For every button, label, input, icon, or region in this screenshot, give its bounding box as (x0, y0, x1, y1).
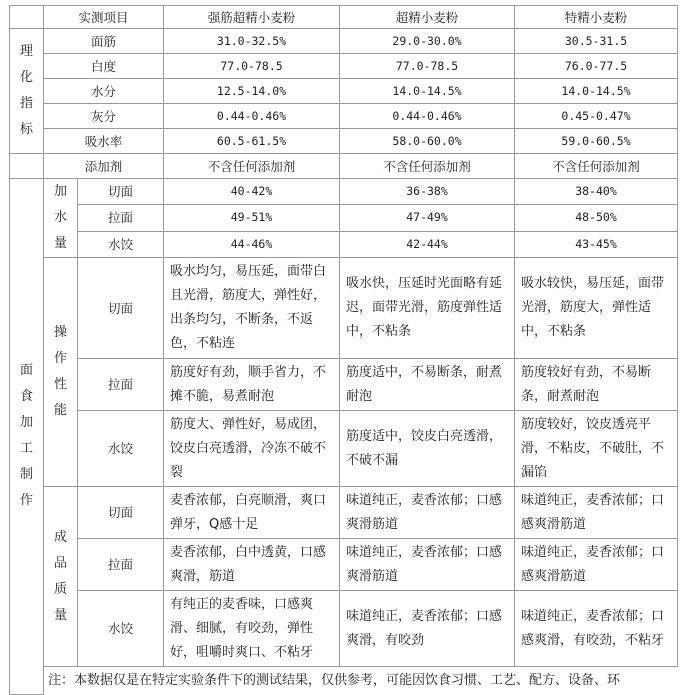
row-label: 切面 (78, 179, 164, 205)
section-physchem: 理 化 指 标 (10, 29, 44, 154)
cell-value: 0.44-0.46% (340, 104, 515, 129)
row-label: 切面 (78, 487, 164, 539)
cell-value: 14.0-14.5% (340, 79, 515, 104)
cell-value: 不含任何添加剂 (340, 154, 515, 179)
header-item: 实测项目 (44, 6, 164, 29)
cell-value: 0.44-0.46% (164, 104, 340, 129)
row-label: 水分 (44, 79, 164, 104)
header-strong-flour: 强筋超精小麦粉 (164, 6, 340, 29)
cell-value: 59.0-60.5% (515, 129, 678, 154)
header-super-flour: 超精小麦粉 (340, 6, 515, 29)
cell-value: 60.5-61.5% (164, 129, 340, 154)
cell-value: 14.0-14.5% (515, 79, 678, 104)
cell-text: 筋度大、弹性好，易成团，饺皮白亮透滑，冷冻不破不裂 (164, 411, 340, 487)
cell-value: 12.5-14.0% (164, 79, 340, 104)
operation-row (10, 258, 678, 359)
row-label: 灰分 (44, 104, 164, 129)
water-row (10, 205, 678, 231)
corner-cell (10, 6, 44, 29)
row-label: 水饺 (78, 591, 164, 667)
cell-value: 31.0-32.5% (164, 29, 340, 54)
group-water-amount: 加 水 量 (44, 179, 78, 258)
cell-value: 48-50% (515, 205, 678, 231)
group-product-quality: 成 品 质 量 (44, 487, 78, 667)
cell-value: 38-40% (515, 179, 678, 205)
cell-text: 味道纯正，麦香浓郁；口感爽滑筋道 (515, 487, 678, 539)
cell-value: 29.0-30.0% (340, 29, 515, 54)
row-label: 拉面 (78, 205, 164, 231)
cell-text: 味道纯正，麦香浓郁；口感爽滑，有咬劲，不粘牙 (515, 591, 678, 667)
row-label: 拉面 (78, 539, 164, 591)
cell-text: 筋度适中，不易断条，耐煮耐泡 (340, 359, 515, 411)
cell-value: 不含任何添加剂 (164, 154, 340, 179)
quality-row (10, 539, 678, 591)
row-label: 水饺 (78, 231, 164, 257)
row-label: 添加剂 (44, 154, 164, 179)
water-row (10, 231, 678, 257)
cell-value: 不含任何添加剂 (515, 154, 678, 179)
additive-row (10, 154, 678, 179)
cell-text: 筋度较好，饺皮透亮平滑，不粘皮，不破肚，不漏馅 (515, 411, 678, 487)
physchem-row (10, 104, 678, 129)
cell-value: 77.0-78.5 (164, 54, 340, 79)
physchem-row (10, 29, 678, 54)
row-label: 白度 (44, 54, 164, 79)
quality-row (10, 487, 678, 539)
row-label: 水饺 (78, 411, 164, 487)
cell-value: 76.0-77.5 (515, 54, 678, 79)
blank-cell (10, 154, 44, 179)
physchem-row (10, 54, 678, 79)
cell-value: 44-46% (164, 231, 340, 257)
physchem-row (10, 79, 678, 104)
row-label: 拉面 (78, 359, 164, 411)
cell-text: 筋度适中，饺皮白亮透滑，不破不漏 (340, 411, 515, 487)
cell-text: 吸水均匀，易压延，面带白且光滑，筋度大，弹性好，出条均匀，不断条，不返色，不粘连 (164, 258, 340, 359)
group-operation: 操 作 性 能 (44, 258, 78, 487)
cell-text: 筋度好有劲，顺手省力，不摊不脆，易煮耐泡 (164, 359, 340, 411)
operation-row (10, 411, 678, 487)
quality-row (10, 591, 678, 667)
water-row (10, 179, 678, 205)
cell-value: 40-42% (164, 179, 340, 205)
cell-value: 36-38% (340, 179, 515, 205)
cell-value: 30.5-31.5 (515, 29, 678, 54)
row-label: 面筋 (44, 29, 164, 54)
cell-text: 筋度较好有劲，不易断条，耐煮耐泡 (515, 359, 678, 411)
cell-text: 味道纯正，麦香浓郁；口感爽滑筋道 (515, 539, 678, 591)
row-label: 切面 (78, 258, 164, 359)
flour-spec-table (9, 5, 678, 695)
cell-value: 49-51% (164, 205, 340, 231)
cell-text: 味道纯正，麦香浓郁；口感爽滑筋道 (340, 539, 515, 591)
cell-text: 味道纯正，麦香浓郁；口感爽滑，有咬劲 (340, 591, 515, 667)
cell-text: 味道纯正，麦香浓郁；口感爽滑筋道 (340, 487, 515, 539)
note-row (10, 667, 678, 695)
cell-value: 42-44% (340, 231, 515, 257)
cell-value: 77.0-78.5 (340, 54, 515, 79)
cell-text: 有纯正的麦香味，口感爽滑、细腻，有咬劲，弹性好，咀嚼时爽口、不粘牙 (164, 591, 340, 667)
cell-value: 0.45-0.47% (515, 104, 678, 129)
row-label: 吸水率 (44, 129, 164, 154)
cell-value: 58.0-60.0% (340, 129, 515, 154)
physchem-row (10, 129, 678, 154)
section-food-processing: 面 食 加 工 制 作 (10, 179, 44, 695)
cell-text: 吸水快，压延时光面略有延迟，面带光滑，筋度弹性适中，不粘条 (340, 258, 515, 359)
cell-value: 43-45% (515, 231, 678, 257)
header-row (10, 6, 678, 29)
cell-text: 吸水较快，易压延，面带光滑，筋度大，弹性适中，不粘条 (515, 258, 678, 359)
footnote: 注：本数据仅是在特定实验条件下的测试结果，仅供参考，可能因饮食习惯、工艺、配方、设备、环 (44, 667, 678, 695)
cell-value: 47-49% (340, 205, 515, 231)
cell-text: 麦香浓郁，白亮顺滑，爽口弹牙，Q感十足 (164, 487, 340, 539)
operation-row (10, 359, 678, 411)
header-special-flour: 特精小麦粉 (515, 6, 678, 29)
cell-text: 麦香浓郁，白中透黄，口感爽滑，筋道 (164, 539, 340, 591)
